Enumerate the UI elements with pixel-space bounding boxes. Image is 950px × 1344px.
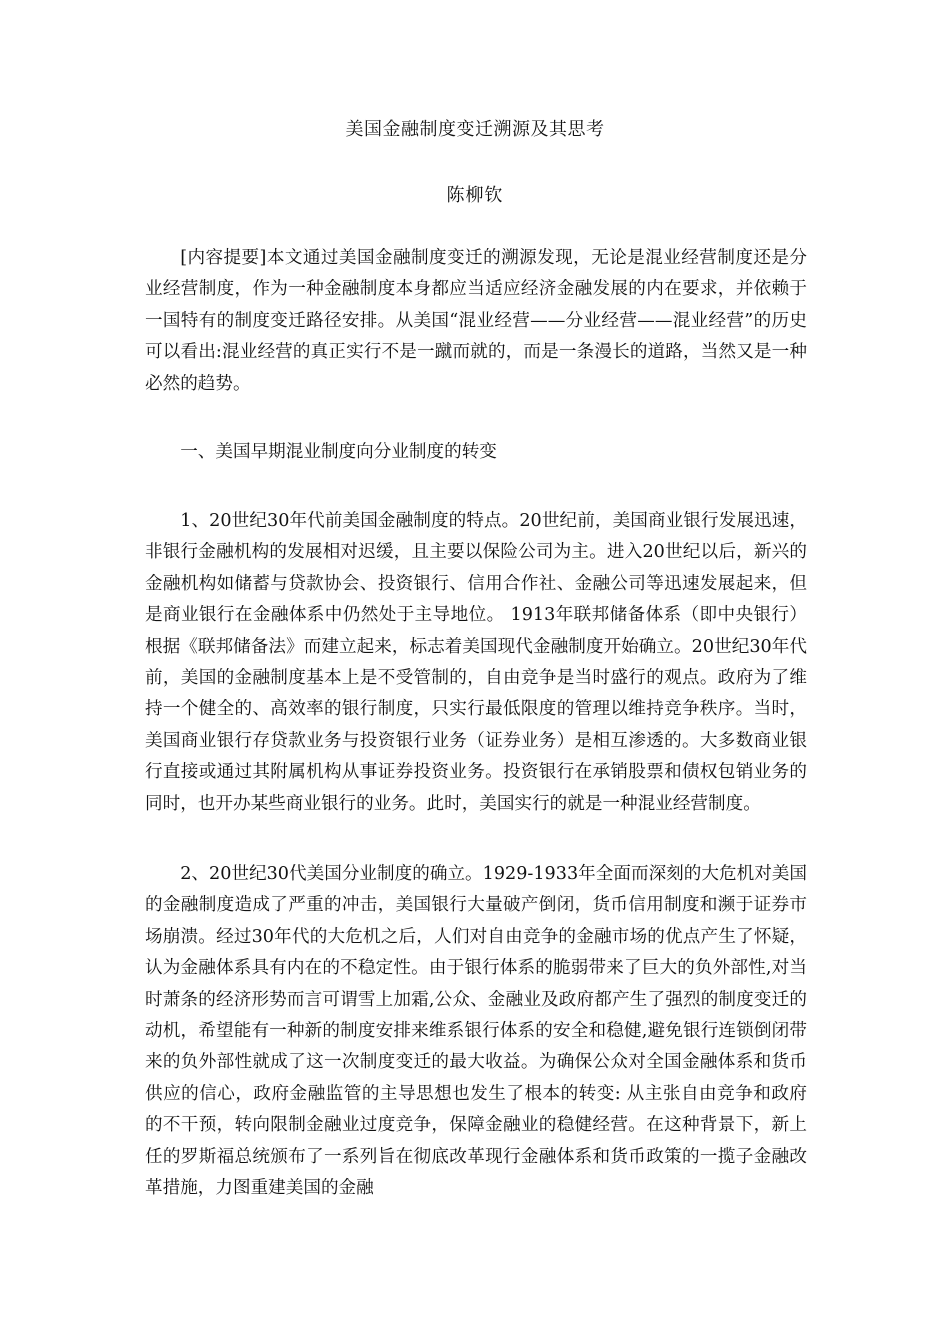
document-title: 美国金融制度变迁溯源及其思考 xyxy=(345,119,605,140)
body-paragraph-1: 1、20世纪30年代前美国金融制度的特点。20世纪前，美国商业银行发展迅速，非银行金融机构的发展相对迟缓，且主要以保险公司为主。进入20世纪以后，新兴的金融机构如储蓄与贷款协会、投资银行、信用合作社、金融公司等迅速发展起来，但是商业银行在金融体系中仍然处于主导地位。 1913年联邦储备体系（即中央银行）根据《联邦储备法》而建立起来，标志着美国现代金融制度开始确立。20世纪30年代前，美国的金融制度基本上是不受管制的，自由竞争是当时盛行的观点。政府为了维持一个健全的、高效率的银行制度，只实行最低限度的管理以维持竞争秩序。当时，美国商业银行存贷款业务与投资银行业务（证券业务）是相互渗透的。大多数商业银行直接或通过其附属机构从事证券投资业务。投资银行在承销股票和债权包销业务的同时，也开办某些商业银行的业务。此时，美国实行的就是一种混业经营制度。 xyxy=(145,511,807,814)
section-heading: 一、美国早期混业制度向分业制度的转变 xyxy=(180,442,497,462)
body-paragraph-2: 2、20世纪30代美国分业制度的确立。1929-1933年全面而深刻的大危机对美国的金融制度造成了严重的冲击，美国银行大量破产倒闭，货币信用制度和濒于证券市场崩溃。经过30年代的大危机之后，人们对自由竞争的金融市场的优点产生了怀疑，认为金融体系具有内在的不稳定性。由于银行体系的脆弱带来了巨大的负外部性,对当时萧条的经济形势而言可谓雪上加霜,公众、金融业及政府都产生了强烈的制度变迁的动机，希望能有一种新的制度安排来维系银行体系的安全和稳健,避免银行连锁倒闭带来的负外部性就成了这一次制度变迁的最大收益。为确保公众对全国金融体系和货币供应的信心，政府金融监管的主导思想也发生了根本的转变: 从主张自由竞争和政府的不干预，转向限制金融业过度竞争，保障金融业的稳健经营。在这种背景下，新上任的罗斯福总统颁布了一系列旨在彻底改革现行金融体系和货币政策的一揽子金融改革措施，力图重建美国的金融 xyxy=(145,864,807,1199)
abstract-paragraph: [内容提要]本文通过美国金融制度变迁的溯源发现，无论是混业经营制度还是分业经营制度，作为一种金融制度本身都应当适应经济金融发展的内在要求，并依赖于一国特有的制度变迁路径安排。从美国“混业经营——分业经营——混业经营”的历史可以看出:混业经营的真正实行不是一蹴而就的，而是一条漫长的道路，当然又是一种必然的趋势。 xyxy=(145,248,807,394)
document-author: 陈柳钦 xyxy=(446,185,504,206)
